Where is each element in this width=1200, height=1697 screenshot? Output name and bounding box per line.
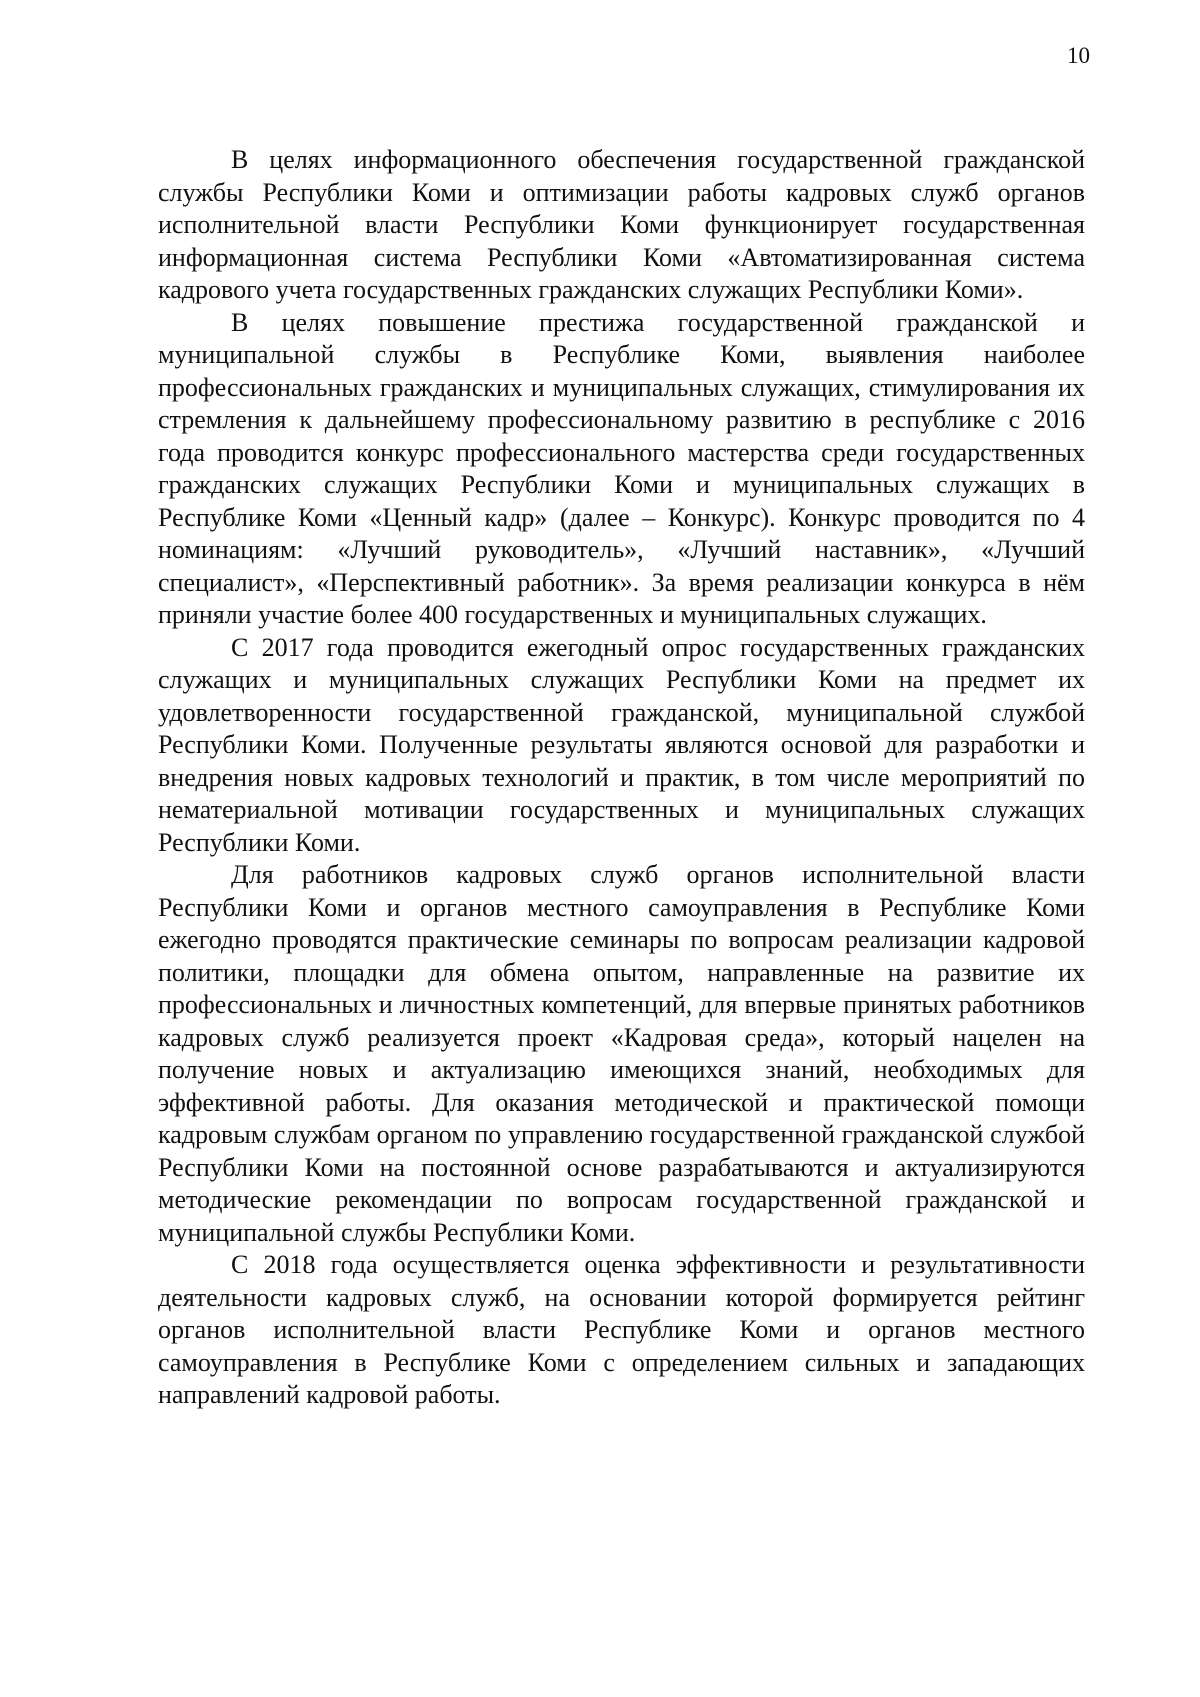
- paragraph-survey: С 2017 года проводится ежегодный опрос государственных гражданских служащих и муниципальных служащих Республики Коми на предмет их удовлетворенности государственной гражданской, муниципальной службой Республики Коми. Полученные результаты являются основой для разработки и внедрения новых кадровых технологий и практик, в том числе мероприятий по нематериальной мотивации государственных и муниципальных служащих Республики Коми.: [158, 632, 1085, 857]
- page-number: 10: [1067, 43, 1090, 68]
- paragraph-hr-seminars: Для работников кадровых служб органов исполнительной власти Республики Коми и органов местного самоуправления в Республике Коми ежегодно проводятся практические семинары по вопросам реализации кадровой политики, площадки для обмена опытом, направленные на развитие их профессиональных и личностных компетенций, для впервые принятых работников кадровых служб реализуется проект «Кадровая среда», который нацелен на получение новых и актуализацию имеющихся знаний, необходимых для эффективной работы. Для оказания методической и практической помощи кадровым службам органом по управлению государственной гражданской службой Республики Коми на постоянной основе разрабатываются и актуализируются методические рекомендации по вопросам государственной гражданской и муниципальной службы Республики Коми.: [158, 860, 1085, 1247]
- paragraph-information-system: В целях информационного обеспечения государственной гражданской службы Республики Коми и оптимизации работы кадровых служб органов исполнительной власти Республики Коми функционирует государственная информационная система Республики Коми «Автоматизированная система кадрового учета государственных гражданских служащих Республики Коми».: [158, 145, 1085, 304]
- paragraph-hr-rating: С 2018 года осуществляется оценка эффективности и результативности деятельности кадровых служб, на основании которой формируется рейтинг органов исполнительной власти Республике Коми и органов местного самоуправления в Республике Коми с определением сильных и западающих направлений кадровой работы.: [158, 1250, 1085, 1409]
- paragraph-competition: В целях повышение престижа государственной гражданской и муниципальной службы в Республике Коми, выявления наиболее профессиональных гражданских и муниципальных служащих, стимулирования их стремления к дальнейшему профессиональному развитию в республике с 2016 года проводится конкурс профессионального мастерства среди государственных гражданских служащих Республики Коми и муниципальных служащих в Республике Коми «Ценный кадр» (далее – Конкурс). Конкурс проводится по 4 номинациям: «Лучший руководитель», «Лучший наставник», «Лучший специалист», «Перспективный работник». За время реализации конкурса в нём приняли участие более 400 государственных и муниципальных служащих.: [158, 307, 1085, 629]
- document-body: [158, 144, 1085, 1412]
